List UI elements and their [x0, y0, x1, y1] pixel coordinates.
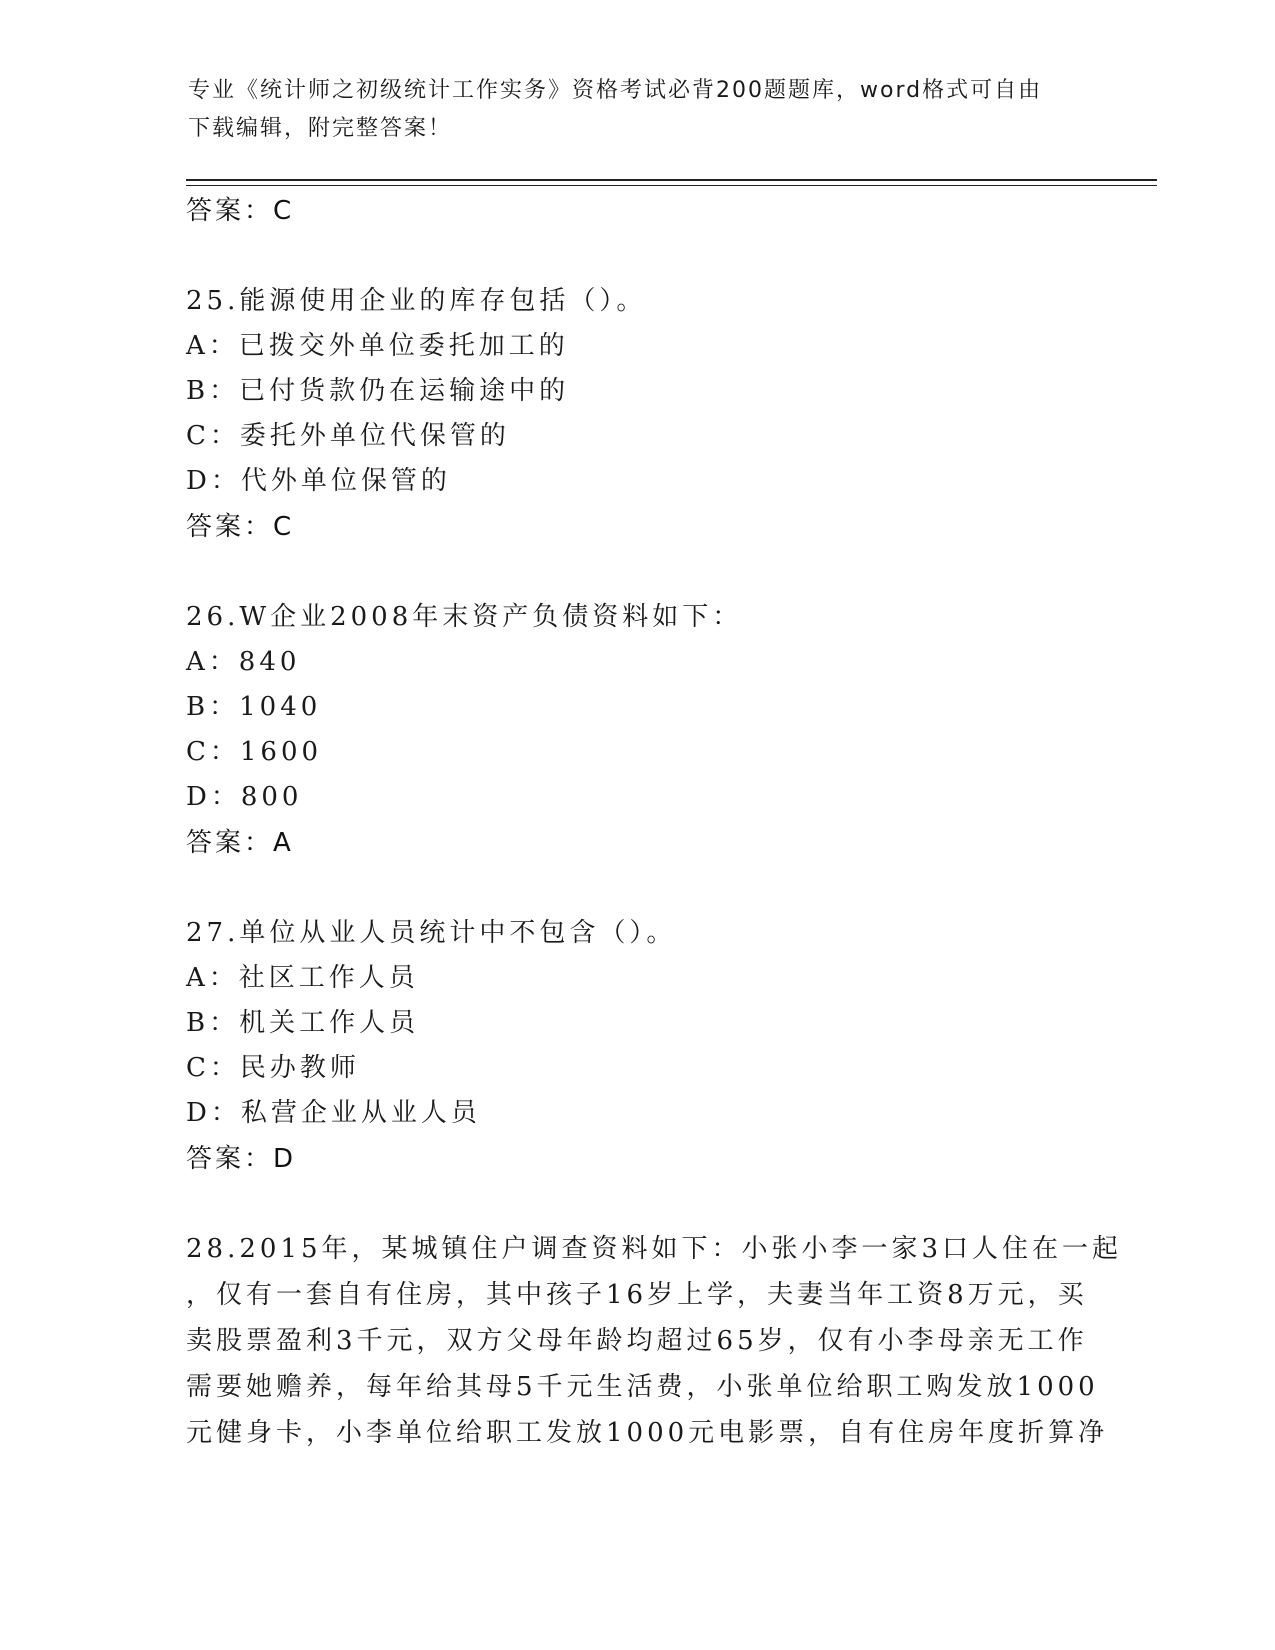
option-a: A：已拨交外单位委托加工的: [186, 331, 569, 361]
option-d: D：代外单位保管的: [186, 466, 451, 496]
answer: 答案：A: [186, 828, 294, 858]
option-c: C：委托外单位代保管的: [186, 421, 510, 451]
question-26: [186, 594, 1086, 866]
answer: 答案：D: [186, 1144, 297, 1174]
question-27: [186, 910, 1086, 1182]
option-b: B：已付货款仍在运输途中的: [186, 376, 570, 406]
question-28: [186, 1226, 1123, 1456]
answer: 答案：C: [186, 512, 295, 542]
option-c: C：民办教师: [186, 1053, 360, 1083]
question-25: [186, 278, 1086, 550]
question-text: 26.W企业2008年末资产负债资料如下：: [186, 602, 743, 632]
header-line-1: 专业《统计师之初级统计工作实务》资格考试必背200题题库，word格式可自由: [188, 78, 1043, 103]
option-b: B：机关工作人员: [186, 1008, 420, 1038]
question-text: 27.单位从业人员统计中不包含（）。: [186, 918, 677, 948]
header-rule-thin: [186, 185, 1157, 186]
answer-prev: 答案：C: [186, 196, 295, 226]
header-line-2: 下载编辑，附完整答案！: [188, 116, 453, 141]
option-b: B：1040: [186, 692, 322, 722]
header-rule-thick: [186, 179, 1157, 181]
option-a: A：社区工作人员: [186, 963, 419, 993]
paragraph-line: 需要她赡养，每年给其母5千元生活费，小张单位给职工购发放1000: [186, 1372, 1099, 1402]
question-list: [186, 188, 1123, 1456]
option-a: A：840: [186, 647, 301, 677]
paragraph-line: ，仅有一套自有住房，其中孩子16岁上学，夫妻当年工资8万元，买: [186, 1280, 1088, 1310]
option-d: D：800: [186, 782, 303, 812]
question-text: 25.能源使用企业的库存包括（）。: [186, 286, 647, 316]
paragraph-line: 卖股票盈利3千元，双方父母年龄均超过65岁，仅有小李母亲无工作: [186, 1326, 1088, 1356]
option-c: C：1600: [186, 737, 323, 767]
option-d: D：私营企业从业人员: [186, 1098, 481, 1128]
paragraph-line: 28.2015年，某城镇住户调查资料如下：小张小李一家3口人住在一起: [186, 1234, 1123, 1264]
document-header: [188, 72, 1088, 148]
paragraph-line: 元健身卡，小李单位给职工发放1000元电影票，自有住房年度折算净: [186, 1418, 1109, 1448]
